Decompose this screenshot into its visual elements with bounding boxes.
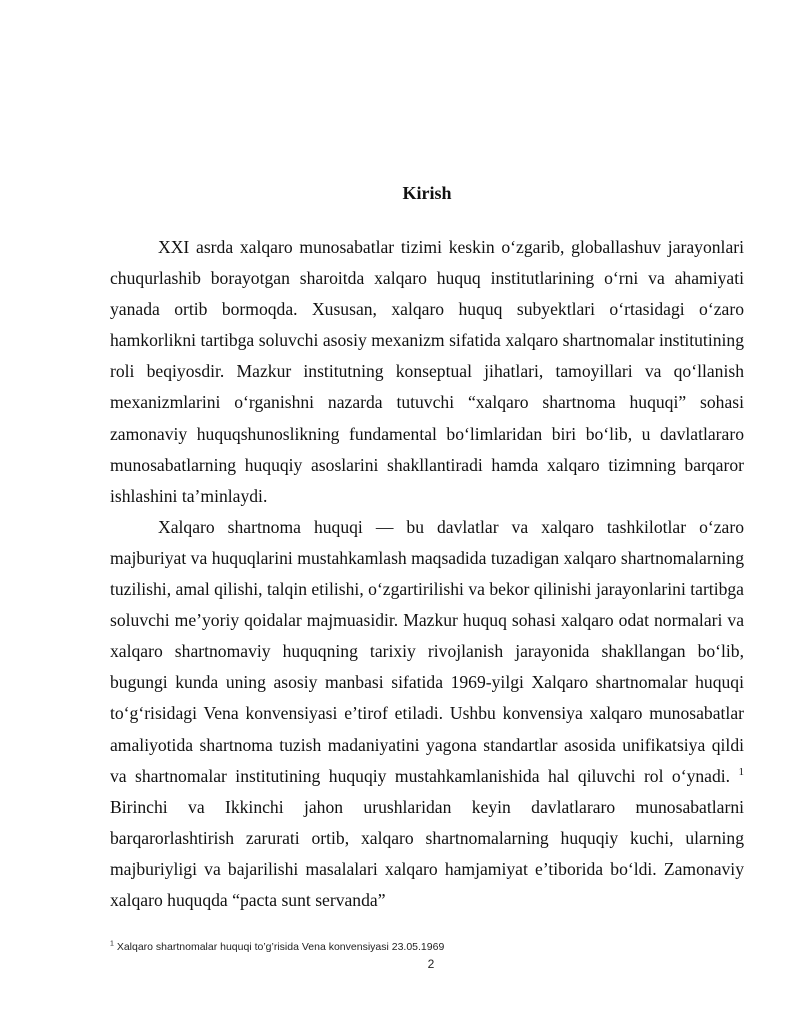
paragraph-treaty-law [110, 512, 744, 916]
paragraph-text-part: Xalqaro shartnoma huquqi — bu davlatlar va xalqaro tashkilotlar o‘zaro majburiyat va huquqlarini mustahkamlash maqsadida tuzadigan xalqaro shartnomalarning tuzilishi, amal qilishi, talqin etilishi, o‘zgartirilishi va bekor qilinishi jarayonlarini tartibga soluvchi me’yoriy qoidalar majmuasidir. Mazkur huquq sohasi xalqaro odat normalari va xalqaro shartnomaviy huquqning tarixiy rivojlanish jarayonida shakllangan bo‘lib, bugungi kunda uning asosiy manbasi sifatida 1969-yilgi Xalqaro shartnomalar huquqi to‘g‘risidagi Vena konvensiyasi e’tirof etiladi. Ushbu konvensiya xalqaro munosabatlar amaliyotida shartnoma tuzish madaniyatini yagona standartlar asosida unifikatsiya qildi va shartnomalar institutining huquqiy mustahkamlanishida hal qiluvchi rol o‘ynadi. [110, 516, 744, 786]
footnote-text: Xalqaro shartnomalar huquqi to’g’risida Vena konvensiyasi 23.05.1969 [116, 941, 445, 953]
footnote-mark: 1 [110, 940, 114, 948]
paragraph-intro: XXI asrda xalqaro munosabatlar tizimi keskin o‘zgarib, globallashuv jarayonlari chuqurlashib borayotgan sharoitda xalqaro huquq institutlarining o‘rni va ahamiyati yanada ortib bormoqda. Xususan, xalqaro huquq subyektlari o‘rtasidagi o‘zaro hamkorlikni tartibga soluvchi asosiy mexanizm sifatida xalqaro shartnomalar institutining roli beqiyosdir. Mazkur institutning konseptual jihatlari, tamoyillari va qo‘llanish mexanizmlarini o‘rganishni nazarda tutuvchi “xalqaro shartnoma huquqi” sohasi zamonaviy huquqshunoslikning fundamental bo‘limlaridan biri bo‘lib, u davlatlararo munosabatlarning huquqiy asoslarini shakllantiradi hamda xalqaro tizimning barqaror ishlashini ta’minlaydi. [110, 237, 744, 506]
footnote-reference: 1 [738, 765, 744, 778]
section-title: Kirish [402, 183, 452, 203]
footnote [110, 940, 444, 954]
paragraph-text-part: Birinchi va Ikkinchi jahon urushlaridan keyin davlatlararo munosabatlarni barqarorlashtirish zarurati ortib, xalqaro shartnomalarning huquqiy kuchi, ularning majburiyligi va bajarilishi masalalari xalqaro hamjamiyat e’tiborida bo‘ldi. Zamonaviy xalqaro huquqda “pacta sunt servanda” [110, 796, 744, 910]
page-number: 2 [427, 957, 435, 971]
body-text [110, 232, 744, 916]
